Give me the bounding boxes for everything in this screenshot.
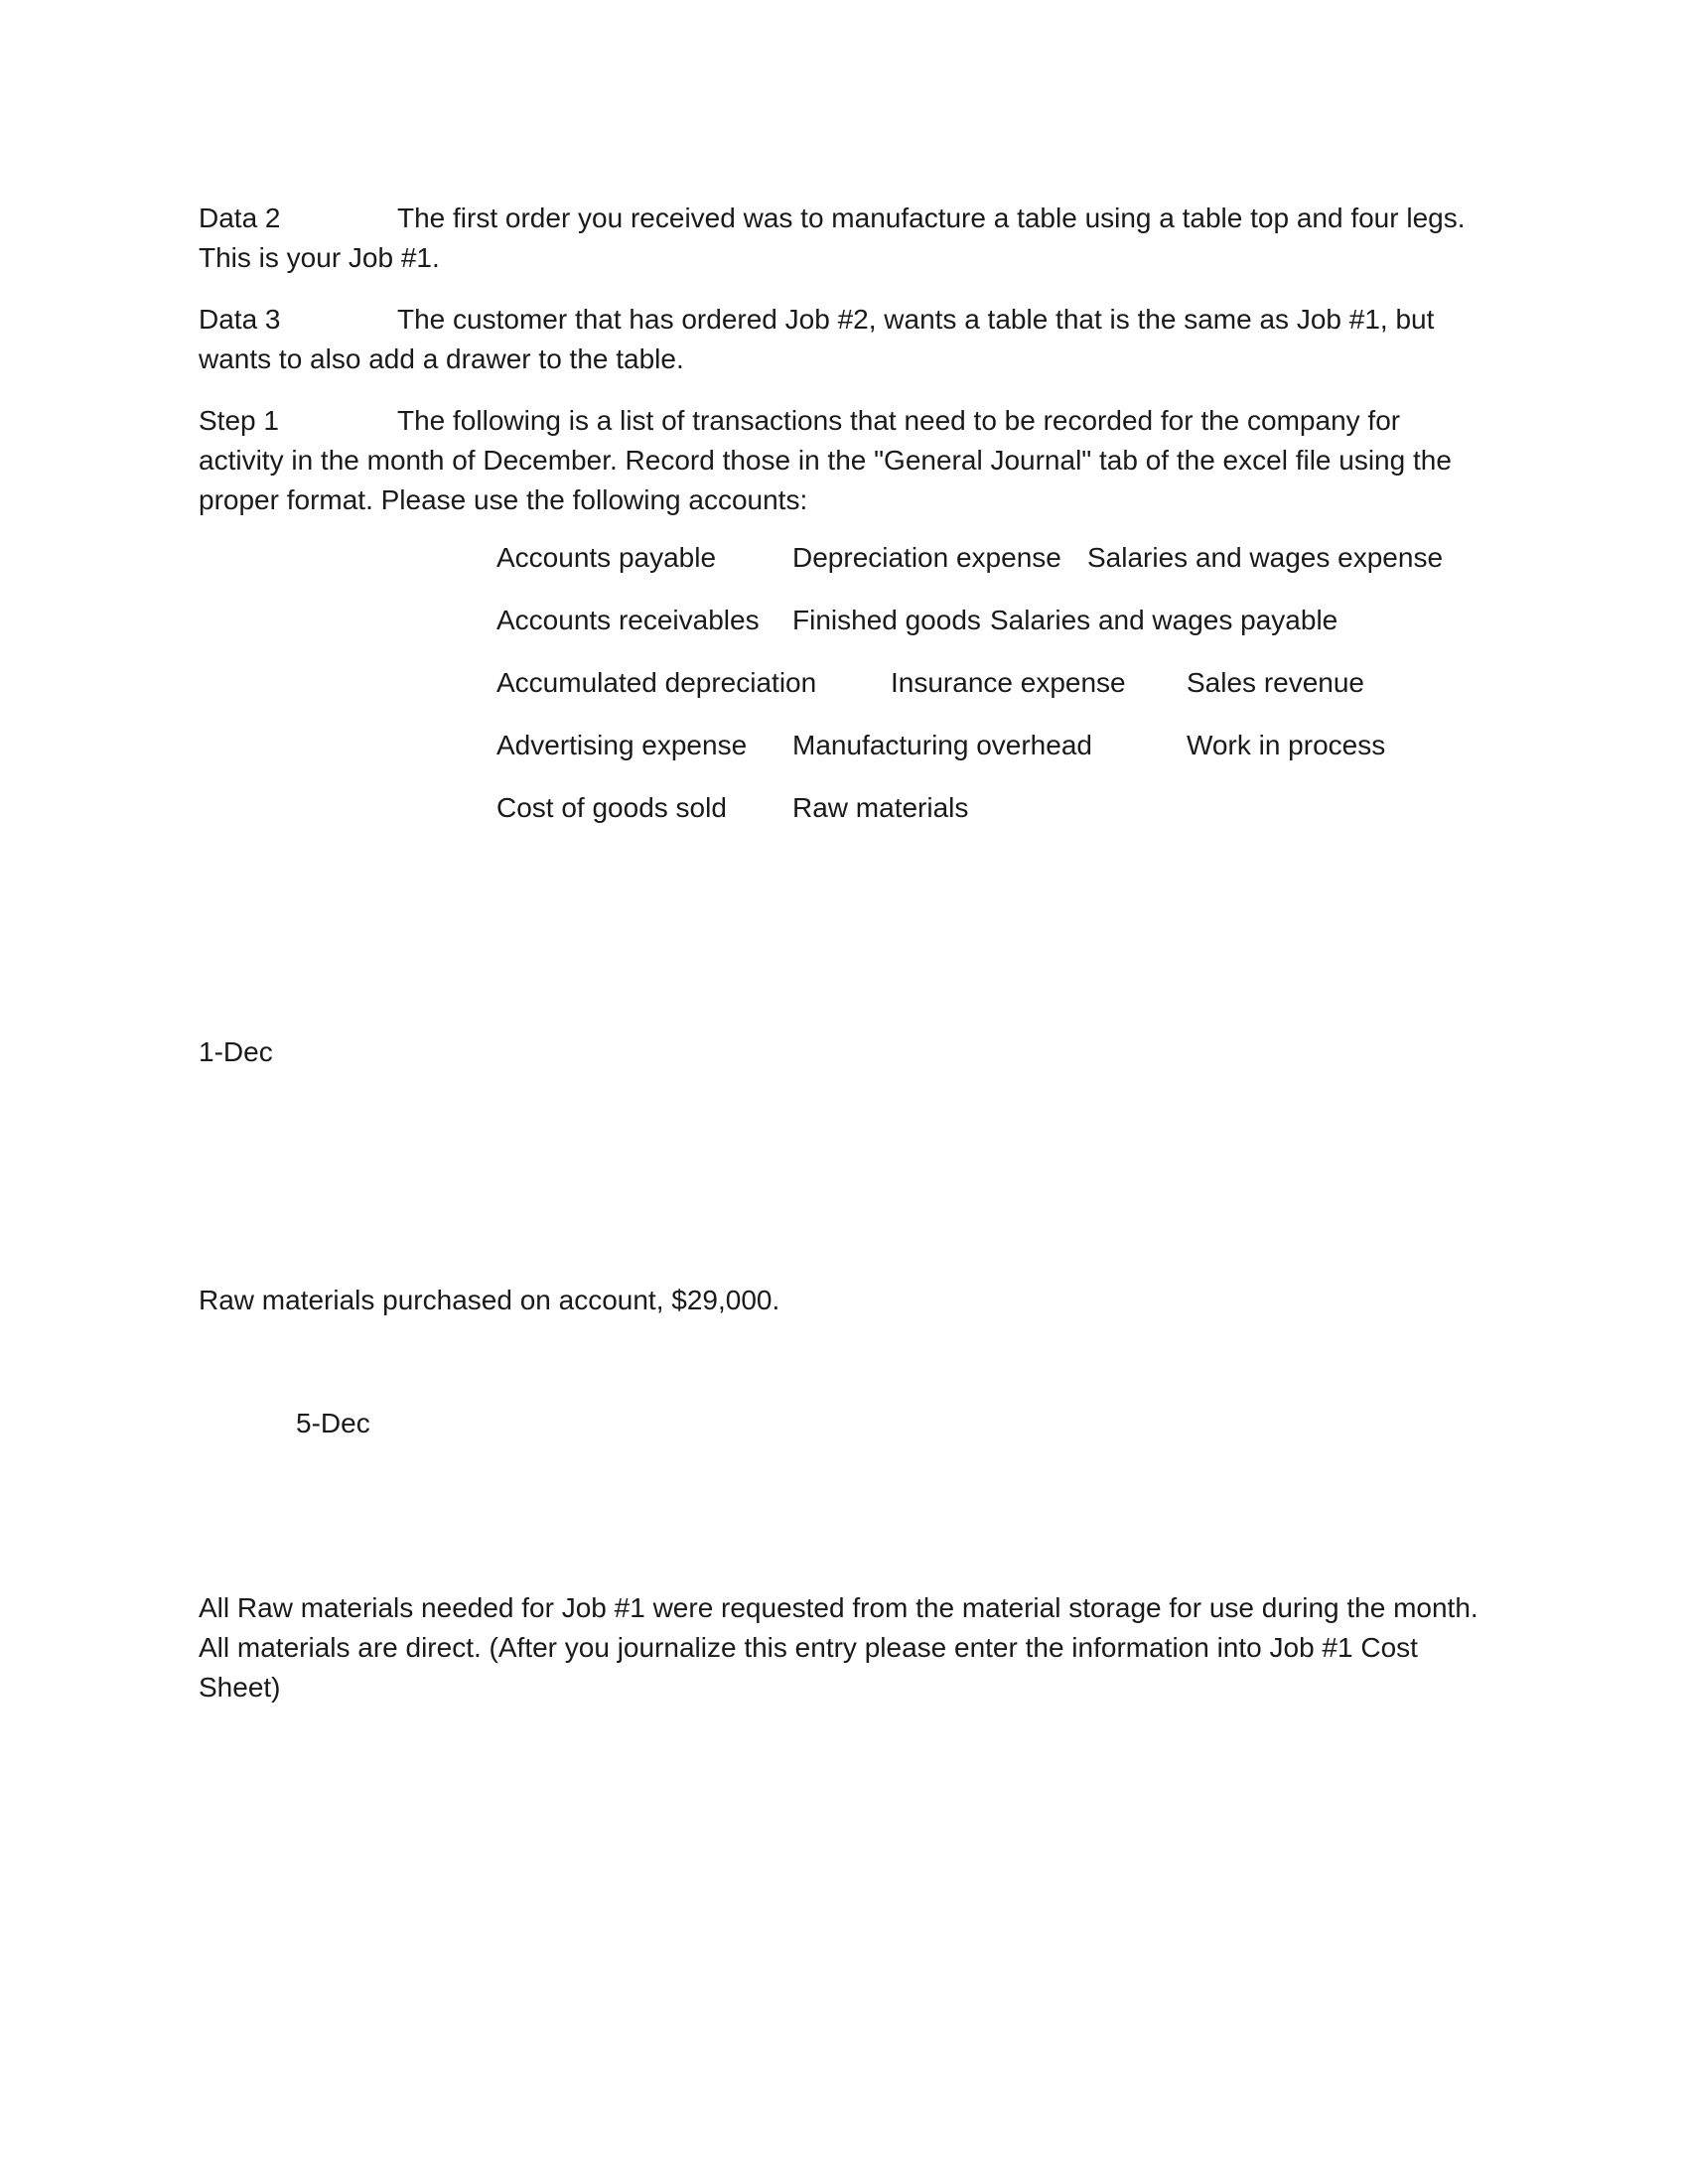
account-item: Depreciation expense <box>792 542 1061 573</box>
account-item: Sales revenue <box>1187 667 1365 698</box>
data3-text: The customer that has ordered Job #2, wants a table that is the same as Job #1, but wants to also add a drawer to the table. <box>199 304 1435 374</box>
account-row <box>496 726 1489 788</box>
account-item: Advertising expense <box>496 730 748 760</box>
account-item: Work in process <box>1187 730 1386 760</box>
account-item: Manufacturing overhead <box>792 730 1092 760</box>
transaction-date: 5-Dec <box>296 1408 370 1438</box>
account-item: Salaries and wages payable <box>990 605 1338 635</box>
data2-paragraph <box>199 199 1489 278</box>
account-row <box>496 538 1489 601</box>
step1-label: Step 1 <box>199 405 279 436</box>
data2-label: Data 2 <box>199 203 281 233</box>
account-item: Raw materials <box>792 792 969 823</box>
account-item: Accounts payable <box>496 542 717 573</box>
account-list <box>496 538 1489 851</box>
transaction-description: All Raw materials needed for Job #1 were requested from the material storage for use during the month. All materials are direct. (After you journalize this entry please enter the information into Job #1 Cost Sheet) <box>199 1592 1478 1703</box>
data3-label: Data 3 <box>199 304 281 335</box>
transaction-description: Raw materials purchased on account, $29,000. <box>199 1285 780 1315</box>
account-item: Accounts receivables <box>496 605 760 635</box>
step1-paragraph <box>199 401 1489 520</box>
data3-paragraph <box>199 300 1489 379</box>
account-item: Finished goods <box>792 605 981 635</box>
step1-text: The following is a list of transactions that need to be recorded for the company for activity in the month of December. Record those in the "General Journal" tab of the excel file using the proper format. Please use the following accounts: <box>199 405 1452 515</box>
account-item: Accumulated depreciation <box>496 667 817 698</box>
account-row <box>496 788 1489 851</box>
data2-text: The first order you received was to manufacture a table using a table top and four legs. This is your Job #1. <box>199 203 1466 273</box>
account-row <box>496 663 1489 726</box>
transaction-date: 1-Dec <box>199 1036 273 1067</box>
account-item: Cost of goods sold <box>496 792 727 823</box>
account-item: Salaries and wages expense <box>1087 542 1444 573</box>
account-item: Insurance expense <box>891 667 1126 698</box>
account-row <box>496 601 1489 663</box>
